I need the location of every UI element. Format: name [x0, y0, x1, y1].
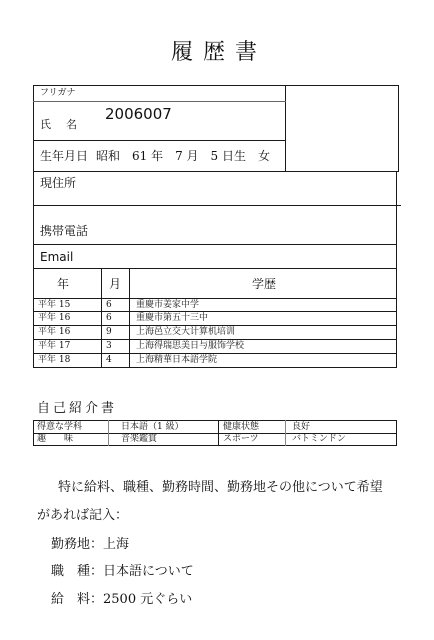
health-value: 良好 — [292, 422, 311, 432]
history-row-5-year: 平年 18 — [38, 355, 71, 365]
history-row-5-school: 上海精華日本語学院 — [136, 355, 218, 365]
history-row-3-month: 9 — [106, 327, 112, 337]
favorite-subject-value: 日本語（1 級） — [121, 422, 184, 432]
self-intro-title: 自己紹介書 — [37, 401, 118, 416]
sports-value: バトミンドン — [292, 434, 346, 444]
history-row-3-year: 平年 16 — [38, 327, 71, 337]
wishes-line-2: があれば記入： — [37, 508, 129, 523]
phone-label: 携帯電話 — [40, 224, 89, 238]
history-row-2-year: 平年 16 — [38, 313, 71, 323]
history-header-school: 学歴 — [252, 277, 277, 291]
wishes-line-1: 特に給料、職種、勤務時間、勤務地その他について希望 — [58, 480, 383, 495]
wish-work-location: 勤務地：上海 — [51, 537, 130, 552]
name-value: 2006007 — [105, 105, 172, 123]
hobby-label: 趣 味 — [37, 434, 74, 444]
address-label: 現住所 — [40, 176, 77, 190]
history-row-4-school: 上海得瑞思美日与服饰学校 — [136, 341, 245, 351]
birth-value: 昭和 61 年 7 月 5 日生 女 — [96, 149, 270, 163]
health-label: 健康状態 — [223, 422, 260, 432]
page-title: 履歴書 — [171, 40, 268, 65]
history-header-month: 月 — [109, 277, 122, 291]
history-row-2-month: 6 — [106, 313, 112, 323]
history-row-3-school: 上海邑立交大计算机培训 — [136, 327, 236, 337]
history-row-1-year: 平年 15 — [38, 300, 71, 310]
history-header-year: 年 — [57, 277, 70, 291]
email-label: Email — [40, 250, 74, 264]
history-row-1-school: 重慶市姜家中学 — [136, 300, 200, 310]
favorite-subject-label: 得意な学科 — [37, 422, 83, 432]
hobby-value: 音楽鑑賞 — [121, 434, 158, 444]
history-row-2-school: 重慶市第五十三中 — [136, 313, 209, 323]
birth-label: 生年月日 — [40, 149, 89, 163]
wish-job-type: 職 種：日本語について — [51, 564, 194, 579]
history-row-4-year: 平年 17 — [38, 341, 71, 351]
sports-label: スポーツ — [223, 434, 259, 444]
wish-salary: 給 料：2500 元ぐらい — [51, 592, 193, 607]
history-row-4-month: 3 — [106, 341, 112, 351]
history-row-5-month: 4 — [106, 355, 112, 365]
history-row-1-month: 6 — [106, 300, 112, 310]
name-label: 氏 名 — [40, 118, 79, 131]
furigana-label: フリガナ — [40, 88, 76, 98]
